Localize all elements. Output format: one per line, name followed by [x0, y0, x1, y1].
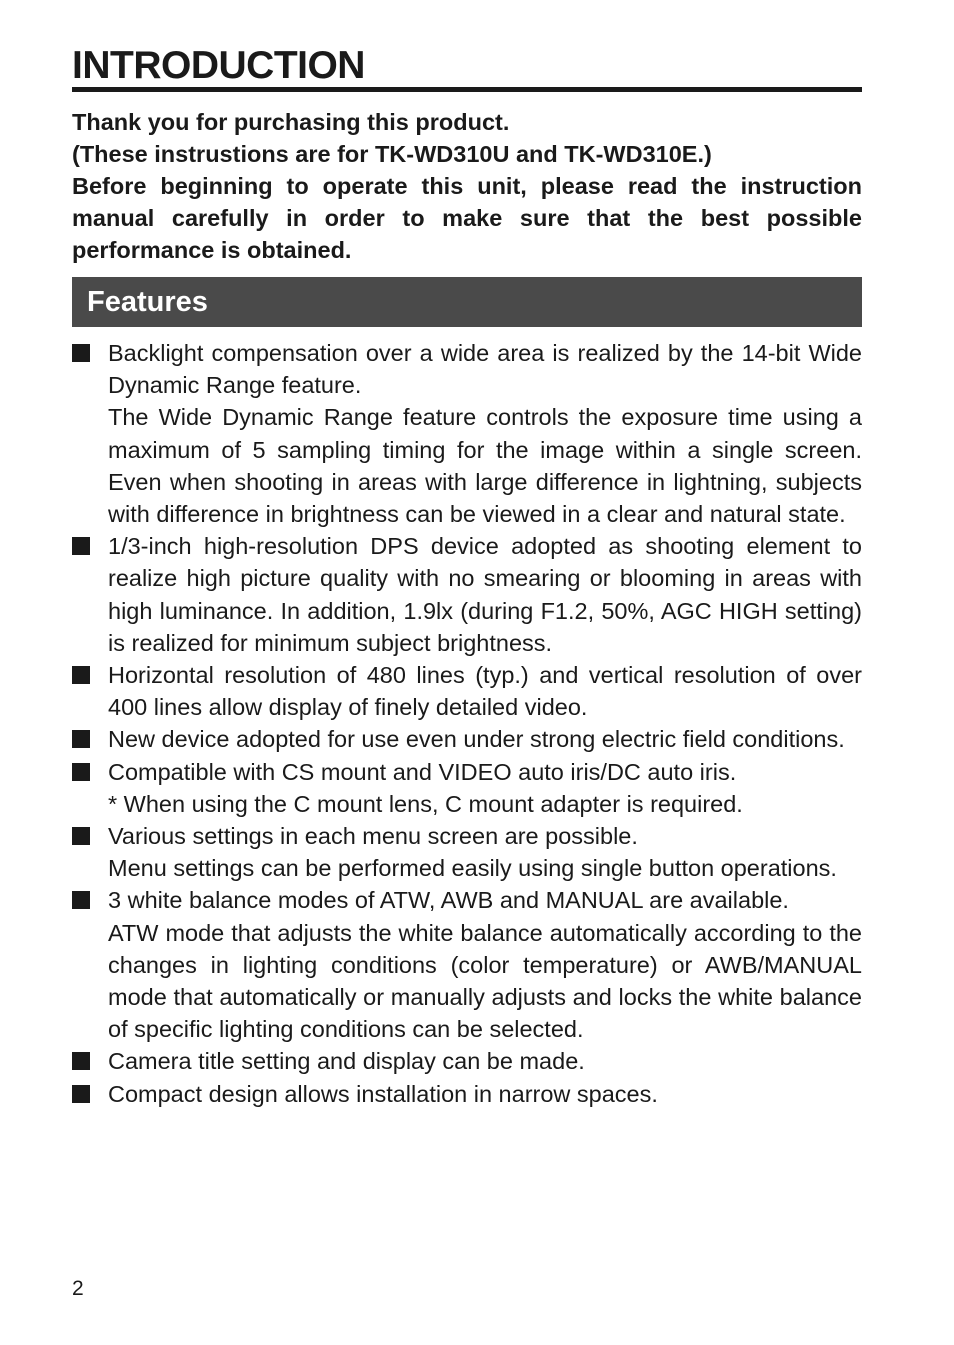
- intro-block: [72, 106, 862, 266]
- feature-item: [72, 820, 862, 884]
- feature-detail-text: * When using the C mount lens, C mount adapter is required.: [108, 790, 743, 817]
- feature-main-text: Various settings in each menu screen are possible.: [108, 823, 638, 850]
- page-title: INTRODUCTION: [72, 44, 365, 87]
- feature-main-text: New device adopted for use even under strong electric field conditions.: [108, 726, 845, 753]
- square-bullet-icon: [72, 344, 90, 362]
- feature-item: [72, 884, 862, 1045]
- square-bullet-icon: [72, 1085, 90, 1103]
- feature-main-text: Camera title setting and display can be made.: [108, 1048, 585, 1075]
- feature-main-text: Compact design allows installation in narrow spaces.: [108, 1080, 658, 1107]
- feature-main-text: 1/3-inch high-resolution DPS device adopted as shooting element to realize high picture quality with no smearing or blooming in areas with high luminance. In addition, 1.9lx (during F1.2, 50%, AGC HIGH setting) is realized for minimum subject brightness.: [108, 533, 862, 656]
- square-bullet-icon: [72, 730, 90, 748]
- intro-instructions: Before beginning to operate this unit, please read the instruction manual carefully in order to make sure that the best possible performance is obtained.: [72, 173, 862, 263]
- feature-main-text: Horizontal resolution of 480 lines (typ.) and vertical resolution of over 400 lines allow display of finely detailed video.: [108, 662, 862, 721]
- square-bullet-icon: [72, 666, 90, 684]
- feature-main-text: 3 white balance modes of ATW, AWB and MANUAL are available.: [108, 887, 789, 914]
- feature-item: [72, 1078, 862, 1110]
- feature-main-text: Compatible with CS mount and VIDEO auto iris/DC auto iris.: [108, 758, 737, 785]
- feature-main-text: Backlight compensation over a wide area is realized by the 14-bit Wide Dynamic Range feature.: [108, 340, 862, 399]
- features-heading: Features: [87, 286, 208, 318]
- feature-item: [72, 530, 862, 659]
- feature-detail-text: Menu settings can be performed easily using single button operations.: [108, 855, 837, 882]
- features-header: [72, 277, 862, 327]
- square-bullet-icon: [72, 1052, 90, 1070]
- feature-list: [72, 337, 862, 1110]
- feature-item: [72, 1045, 862, 1077]
- square-bullet-icon: [72, 827, 90, 845]
- feature-item: [72, 659, 862, 723]
- page-number: 2: [72, 1277, 84, 1300]
- feature-detail-text: ATW mode that adjusts the white balance automatically according to the changes in lighting conditions (color temperature) or AWB/MANUAL mode that automatically or manually adjusts and locks the white balance of specific lighting conditions can be selected.: [108, 919, 862, 1043]
- feature-detail-text: The Wide Dynamic Range feature controls the exposure time using a maximum of 5 sampling timing for the image within a single screen. Even when shooting in areas with large difference in lightning, subjects with difference in brightness can be viewed in a clear and natural state.: [108, 404, 862, 528]
- intro-thanks: Thank you for purchasing this product.: [72, 109, 510, 135]
- intro-models: (These instrustions are for TK-WD310U and TK-WD310E.): [72, 141, 712, 167]
- title-rule: [72, 44, 862, 92]
- square-bullet-icon: [72, 891, 90, 909]
- feature-item: [72, 723, 862, 755]
- feature-item: [72, 756, 862, 820]
- square-bullet-icon: [72, 537, 90, 555]
- feature-item: [72, 337, 862, 530]
- square-bullet-icon: [72, 763, 90, 781]
